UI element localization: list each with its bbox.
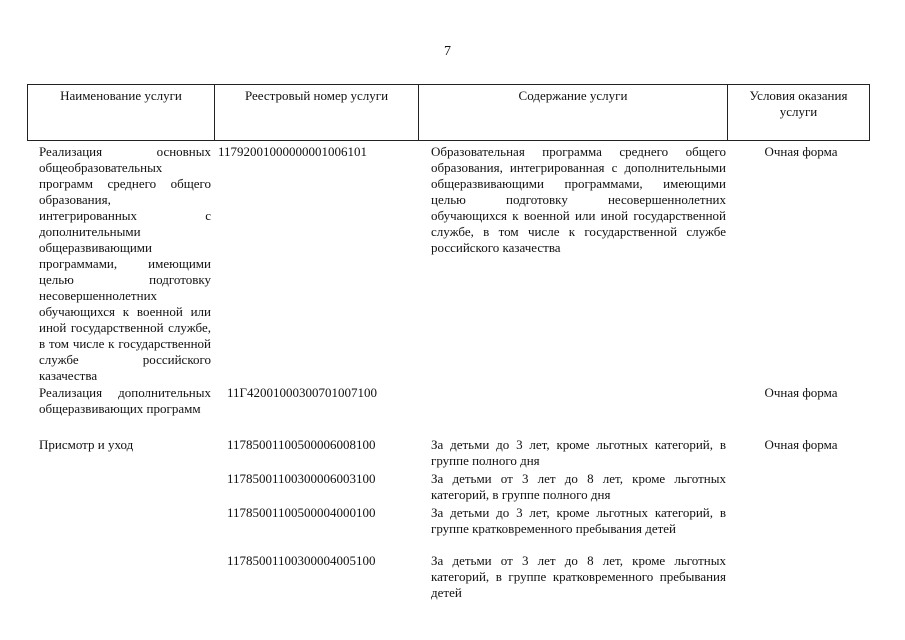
row1-registry-number: 11792001000000001006101 bbox=[218, 144, 368, 159]
row2-service-name: Реализация дополнительных общеразвивающих программ bbox=[39, 385, 211, 416]
table-header bbox=[27, 84, 870, 141]
row1-service-name: Реализация основных общеобразовательных программ среднего общего образования, интегрированных с дополнительными общеразвивающими программами, имеющими целью подготовку несовершеннолетних обучающихся к военной или иной государственной службе, в том числе к государственной службе российского казачества bbox=[39, 144, 211, 383]
row2-registry-number: 11Г42001000300701007100 bbox=[227, 385, 378, 400]
row1-service-content: Образовательная программа среднего общего образования, интегрированная с дополнительными общеразвивающими программами, имеющими целью подготовку несовершеннолетних обучающихся к военной или иной государственной службе, в том числе к государственной службе российского казачества bbox=[431, 144, 726, 255]
header-service-conditions: Условия оказания услуги bbox=[728, 85, 870, 141]
row2-service-condition: Очная форма bbox=[764, 385, 838, 400]
header-service-content: Содержание услуги bbox=[419, 85, 728, 141]
row3-service-condition: Очная форма bbox=[764, 437, 838, 452]
row3-sub4-registry-number: 11785001100300004005100 bbox=[227, 553, 376, 568]
row1-service-condition: Очная форма bbox=[764, 144, 838, 159]
row3-sub2-registry-number: 11785001100300006003100 bbox=[227, 471, 376, 486]
row3-sub1-registry-number: 11785001100500006008100 bbox=[227, 437, 376, 452]
header-service-name: Наименование услуги bbox=[28, 85, 215, 141]
row3-sub3-registry-number: 11785001100500004000100 bbox=[227, 505, 376, 520]
header-registry-number: Реестровый номер услуги bbox=[215, 85, 419, 141]
row3-sub1-content: За детьми до 3 лет, кроме льготных категорий, в группе полного дня bbox=[431, 437, 726, 468]
row3-service-name: Присмотр и уход bbox=[39, 437, 134, 452]
page-number: 7 bbox=[444, 44, 451, 59]
row3-sub4-content: За детьми от 3 лет до 8 лет, кроме льготных категорий, в группе кратковременного пребывания детей bbox=[431, 553, 726, 600]
row3-sub2-content: За детьми от 3 лет до 8 лет, кроме льготных категорий, в группе полного дня bbox=[431, 471, 726, 502]
row3-sub3-content: За детьми до 3 лет, кроме льготных категорий, в группе кратковременного пребывания детей bbox=[431, 505, 726, 536]
